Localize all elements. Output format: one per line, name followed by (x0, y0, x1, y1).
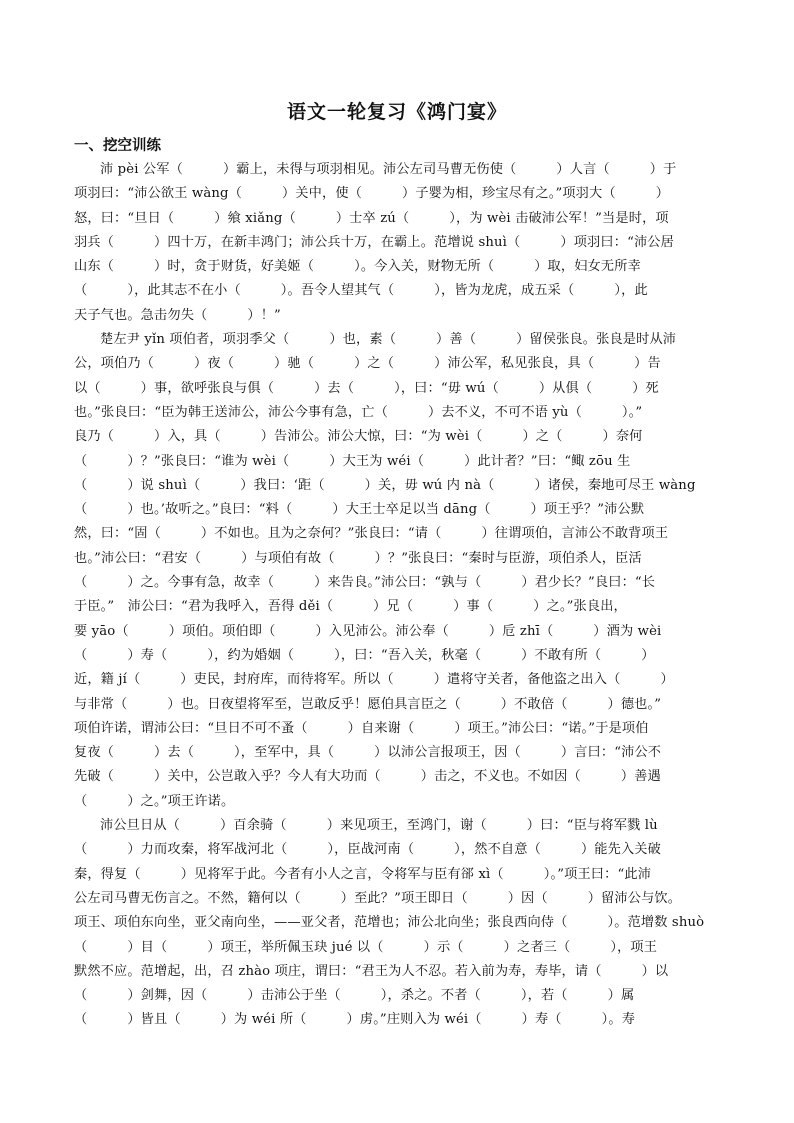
page-title: 语文一轮复习《鸿门宴》 (286, 101, 507, 123)
section-heading: 一、挖空训练 (74, 138, 161, 154)
exercise-body (74, 158, 722, 1033)
text-line: （ ）剑舞，因（ ）击沛公于坐（ ），杀之。不者（ ），若（ ）属 (74, 988, 635, 1004)
text-line: （ ）也。’故听之。”良曰：“料（ ）大王士卒足以当 dāng（ ）项王乎？”沛公默 (74, 502, 645, 518)
text-line: （ ）之。”项王许诺。 (74, 793, 235, 809)
text-line: 羽兵（ ）四十万，在新丰鸿门；沛公兵十万，在霸上。范增说 shuì（ ）项羽曰：“沛公居 (74, 234, 674, 250)
text-line: 近，籍 jí（ ）吏民，封府库，而待将军。所以（ ）遣将守关者，备他盗之出入（ ） (74, 672, 674, 688)
text-line: 要 yāo（ ）项伯。项伯即（ ）入见沛公。沛公奉（ ）卮 zhī（ ）酒为 wèi (74, 623, 662, 639)
text-line: 也。”张良曰：“臣为韩王送沛公，沛公今事有急，亡（ ）去不义，不可不语 yù（ ）。” (74, 404, 643, 420)
text-line: 山东（ ）时，贪于财货，好美姬（ ）。今入关，财物无所（ ）取，妇女无所幸 (74, 259, 641, 275)
text-line: 于臣。” 沛公曰：“君为我呼入，吾得 děi（ ）兄（ ）事（ ）之。”张良出， (74, 599, 627, 615)
text-line: 怒，曰：“旦日（ ）飨 xiǎng（ ）士卒 zú（ ），为 wèi 击破沛公军！”当是时，项 (74, 210, 669, 226)
text-line: 项羽曰：“沛公欲王 wàng（ ）关中，使（ ）子婴为相，珍宝尽有之。”项羽大（ ） (74, 186, 670, 202)
text-line: （ ）？”张良曰：“谁为 wèi（ ）大王为 wéi（ ）此计者？”曰：“鲰 zōu 生 (74, 453, 631, 469)
text-line: 楚左尹 yǐn 项伯者，项羽季父（ ）也，素（ ）善（ ）留侯张良。张良是时从沛 (100, 332, 677, 348)
text-line: 秦，得复（ ）见将军于此。今者有小人之言，令将军与臣有郤 xì（ ）。”项王曰：“此沛 (74, 866, 652, 882)
text-line: 天子气也。急击勿失（ ）！” (74, 307, 281, 323)
text-line: 复夜（ ）去（ ），至军中，具（ ）以沛公言报项王，因（ ）言曰：“沛公不 (74, 745, 662, 761)
text-line: 默然不应。范增起，出，召 zhào 项庄，谓曰：“君王为人不忍。若入前为寿，寿毕，请（ ）以 (74, 963, 669, 979)
text-line: 以（ ）事，欲呼张良与俱（ ）去（ ），曰：“毋 wú（ ）从俱（ ）死 (74, 380, 659, 396)
text-line: 沛 pèi 公军（ ）霸上，未得与项羽相见。沛公左司马曹无伤使（ ）人言（ ）于 (100, 162, 677, 177)
text-line: 也。”沛公曰：“君安（ ）与项伯有故（ ）？”张良曰：“秦时与臣游，项伯杀人，臣活 (74, 550, 642, 566)
text-line: （ ），此其志不在小（ ）。吾令人望其气（ ），皆为龙虎，成五采（ ），此 (74, 283, 648, 299)
text-line: （ ）目（ ）项王，举所佩玉玦 jué 以（ ）示（ ）之者三（ ），项王 (74, 939, 658, 955)
text-line: 公左司马曹无伤言之。不然，籍何以（ ）至此？”项王即日（ ）因（ ）留沛公与饮。 (74, 890, 682, 906)
text-line: 项王、项伯东向坐，亚父南向坐，——亚父者，范增也；沛公北向坐；张良西向侍（ ）。范增数 shuò (74, 915, 705, 931)
text-line: （ ）寿（ ），约为婚姻（ ），曰：“吾入关，秋毫（ ）不敢有所（ ） (74, 647, 655, 663)
text-line: （ ）力而攻秦，将军战河北（ ），臣战河南（ ），然不自意（ ）能先入关破 (74, 842, 661, 858)
text-line: 公，项伯乃（ ）夜（ ）驰（ ）之（ ）沛公军，私见张良，具（ ）告 (74, 356, 661, 372)
text-line: 与非常（ ）也。日夜望将军至，岂敢反乎！愿伯具言臣之（ ）不敢倍（ ）德也。” (74, 696, 662, 712)
text-line: （ ）皆且（ ）为 wéi 所（ ）虏。”庄则入为 wéi（ ）寿（ ）。寿 (74, 1012, 636, 1028)
text-line: 然，曰：“固（ ）不如也。且为之奈何？”张良曰：“请（ ）往谓项伯，言沛公不敢背项王 (74, 526, 669, 542)
text-line: 沛公旦日从（ ）百余骑（ ）来见项王，至鸿门，谢（ ）曰：“臣与将军戮 lù (100, 818, 658, 834)
text-line: 良乃（ ）入，具（ ）告沛公。沛公大惊，曰：“为 wèi（ ）之（ ）奈何 (74, 429, 643, 445)
text-line: 先破（ ）关中，公岂敢入乎？今人有大功而（ ）击之，不义也。不如因（ ）善遇 (74, 769, 661, 785)
text-line: （ ）说 shuì（ ）我曰：‘距（ ）关，毋 wú 内 nà（ ）诸侯，秦地可尽王 wàng (74, 477, 696, 493)
text-line: 项伯许诺，谓沛公曰：“旦日不可不蚤（ ）自来谢（ ）项王。”沛公曰：“诺。”于是项伯 (74, 720, 649, 736)
text-line: （ ）之。今事有急，故幸（ ）来告良。”沛公曰：“孰与（ ）君少长？”良曰：“长 (74, 575, 656, 591)
